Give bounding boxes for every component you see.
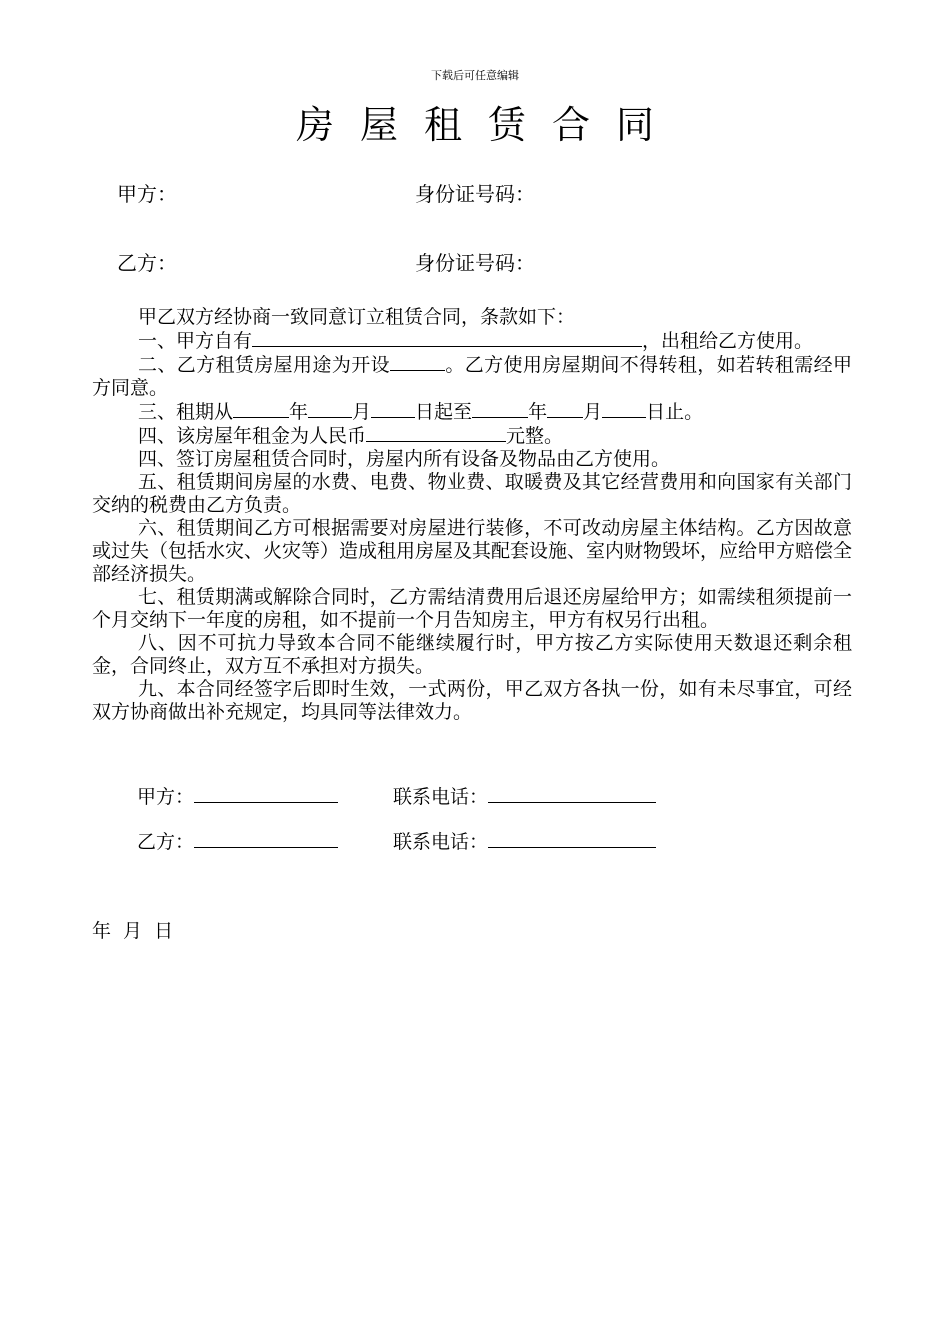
party-a-label: 甲方： [117,182,177,206]
clause-4 [92,424,852,448]
clause-7: 七、租赁期满或解除合同时，乙方需结清费用后退还房屋给甲方；如需续租须提前一个月交纳下一年度的房租，如不提前一个月告知房主，甲方有权另行出租。 [92,586,852,631]
usage-blank [390,353,445,371]
sig-party-b-label: 乙方： [137,831,195,853]
clause-3 [92,400,852,424]
sig-party-a-blank [194,784,338,803]
clause-2-text-a: 二、乙方租赁房屋用途为开设 [138,354,390,376]
clause-intro: 甲乙双方经协商一致同意订立租赁合同，条款如下： [138,306,576,328]
phone-row-a [393,784,656,810]
start-year-label: 年 [289,401,309,423]
sig-phone-a-label: 联系电话： [393,786,489,808]
contract-body [92,306,852,724]
signature-row-a [137,784,338,810]
signature-row-b [137,829,338,855]
sig-phone-b-label: 联系电话： [393,831,489,853]
start-day-label: 日起至 [415,401,473,423]
party-b-id-label: 身份证号码： [415,251,535,275]
end-month-label: 月 [583,401,603,423]
clause-5: 五、租赁期间房屋的水费、电费、物业费、取暖费及其它经营费用和向国家有关部门交纳的税费由乙方负责。 [92,471,852,516]
header-note: 下载后可任意编辑 [431,69,519,82]
page-title: 房屋租赁合同 [295,103,680,147]
sig-phone-a-blank [488,784,656,803]
clause-8: 八、因不可抗力导致本合同不能继续履行时，甲方按乙方实际使用天数退还剩余租金，合同终止，双方互不承担对方损失。 [92,632,852,677]
start-month-blank [308,400,352,418]
clause-4-text-b: 元整。 [506,425,564,447]
phone-row-b [393,829,656,855]
sig-party-b-blank [194,829,338,848]
clause-2 [92,353,852,400]
end-month-blank [547,400,583,418]
end-day-label: 日止。 [646,401,704,423]
start-day-blank [371,400,415,418]
start-year-blank [233,400,289,418]
rent-amount-blank [366,424,506,442]
clause-1-text-a: 一、甲方自有 [138,330,253,352]
date-line: 年 月 日 [92,920,174,942]
clause-2-text-b: 。乙方使用房屋期间不得转租，如若转租需经甲方同意。 [92,354,852,399]
clause-9: 九、本合同经签字后即时生效，一式两份，甲乙双方各执一份，如有未尽事宜，可经双方协商做出补充规定，均具同等法律效力。 [92,678,852,723]
party-a-id-label: 身份证号码： [415,182,535,206]
clause-4b: 四、签订房屋租赁合同时，房屋内所有设备及物品由乙方使用。 [138,448,671,470]
clause-3-text-a: 三、租期从 [138,401,234,423]
sig-party-a-label: 甲方： [137,786,195,808]
clause-4-text-a: 四、该房屋年租金为人民币 [138,425,367,447]
clause-6: 六、租赁期间乙方可根据需要对房屋进行装修，不可改动房屋主体结构。乙方因故意或过失（包括水灾、火灾等）造成租用房屋及其配套设施、室内财物毁坏，应给甲方赔偿全部经济损失。 [92,517,853,585]
end-year-label: 年 [528,401,548,423]
end-year-blank [472,400,528,418]
party-b-label: 乙方： [117,251,177,275]
end-day-blank [602,400,646,418]
property-blank [252,329,642,347]
clause-1-text-b: ，出租给乙方使用。 [642,330,814,352]
sig-phone-b-blank [488,829,656,848]
clause-1 [92,329,852,353]
start-month-label: 月 [352,401,372,423]
